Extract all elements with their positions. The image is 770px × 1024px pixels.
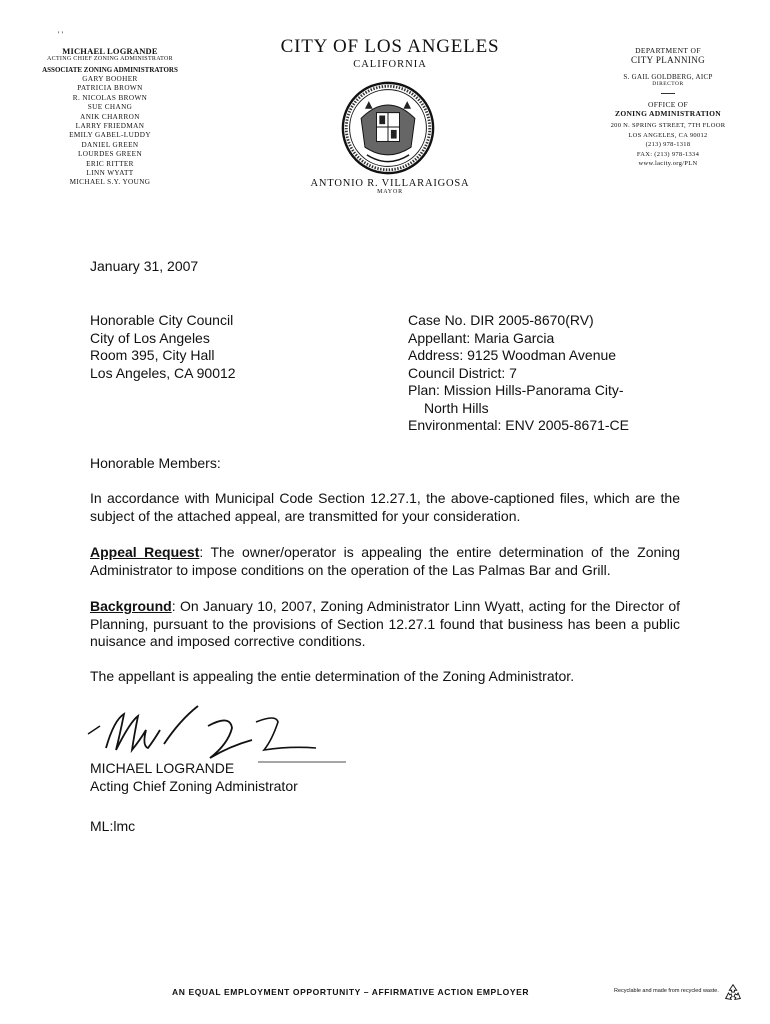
associate-name: SUE CHANG [87,103,133,112]
background-text: : On January 10, 2007, Zoning Administrator Linn Wyatt, acting for the Director of Planning, pursuant to the provisions of Section 12.27.1 found that business has been a public nuisance and imposed corrective conditions. [90,598,680,649]
associate-name: PATRICIA BROWN [77,84,143,93]
signer-name: MICHAEL LOGRANDE [90,760,235,776]
case-number: Case No. DIR 2005-8670(RV) [408,312,594,328]
recycle-icon [722,982,744,1004]
mayor-name: ANTONIO R. VILLARAIGOSA [310,178,470,189]
associates-heading: ASSOCIATE ZONING ADMINISTRATORS [42,66,178,74]
appeal-request-text: : The owner/operator is appealing the entire determination of the Zoning Administrator to impose conditions on the operation of the Las Palmas Bar and Grill. [90,544,680,578]
department-line1: DEPARTMENT OF [635,46,701,55]
associate-name: ANIK CHARRON [80,112,140,121]
associate-name: LARRY FRIEDMAN [75,122,145,131]
associate-name: EMILY GABEL-LUDDY [69,131,151,140]
website-line: www.lacity.org/PLN [638,160,698,167]
city-seal-icon [340,80,436,176]
mayor-title: MAYOR [377,189,403,195]
addressee-line: City of Los Angeles [90,329,210,346]
addressee-line: Room 395, City Hall [90,347,215,363]
council-district: Council District: 7 [408,364,517,381]
addressee-line: Los Angeles, CA 90012 [90,364,236,381]
associate-name: ERIC RITTER [86,159,134,168]
director-name: S. GAIL GOLDBERG, AICP [623,73,713,81]
associates-list [30,75,190,188]
associate-name: LINN WYATT [86,169,134,178]
case-info-block [408,312,629,435]
director-title: DIRECTOR [652,81,684,87]
recycle-note: Recyclable and made from recycled waste. [614,988,719,994]
associate-name: MICHAEL S.Y. YOUNG [69,178,151,187]
signer-title: Acting Chief Zoning Administrator [90,777,298,794]
appeal-request-paragraph [90,544,680,579]
phone-line: (213) 978-1318 [645,141,691,148]
eeo-footer: AN EQUAL EMPLOYMENT OPPORTUNITY – AFFIRMATIVE ACTION EMPLOYER [172,987,530,997]
background-paragraph [90,598,680,651]
addressee-block [90,312,236,382]
office-address [598,121,738,169]
state-name: CALIFORNIA [353,59,427,70]
office-line2: ZONING ADMINISTRATION [615,109,721,118]
zoning-staff-column [30,46,190,188]
address-line: LOS ANGELES, CA 90012 [628,131,708,139]
corner-mark: ' ' [58,30,63,39]
appellant: Appellant: Maria Garcia [408,329,555,346]
office-line1: OFFICE OF [647,100,688,109]
associate-name: DANIEL GREEN [81,140,139,149]
letter-date: January 31, 2007 [90,258,199,274]
chief-title: ACTING CHIEF ZONING ADMINISTRATOR [47,56,173,62]
divider [661,93,675,94]
associate-name: LOURDES GREEN [77,150,143,159]
department-line2: CITY PLANNING [630,55,706,65]
address-line: 200 N. SPRING STREET, 7TH FLOOR [610,122,726,129]
community-plan-cont: North Hills [424,399,489,416]
appeal-request-label: Appeal Request [90,544,200,560]
salutation: Honorable Members: [90,455,221,471]
mayor-block [280,178,500,195]
property-address: Address: 9125 Woodman Avenue [408,347,617,363]
appeal-summary-paragraph: The appellant is appealing the entie determination of the Zoning Administrator. [90,668,575,684]
chief-name: MICHAEL LOGRANDE [62,46,158,56]
fax-line: FAX: (213) 978-1334 [636,150,700,158]
environmental-case: Environmental: ENV 2005-8671-CE [408,417,630,433]
community-plan: Plan: Mission Hills-Panorama City- [408,382,624,398]
typist-initials: ML:lmc [90,818,136,834]
background-label: Background [90,598,172,614]
transmittal-paragraph: In accordance with Municipal Code Section 12.27.1, the above-captioned files, which are the subject of the attached appeal, are transmitted for your consideration. [90,490,680,524]
addressee-line: Honorable City Council [90,312,234,328]
associate-name: R. NICOLAS BROWN [72,93,148,102]
signature-block [90,760,298,795]
letterhead-title [240,36,540,70]
associate-name: GARY BOOHER [82,75,138,83]
city-name: CITY OF LOS ANGELES [280,36,500,57]
department-column [598,46,738,169]
